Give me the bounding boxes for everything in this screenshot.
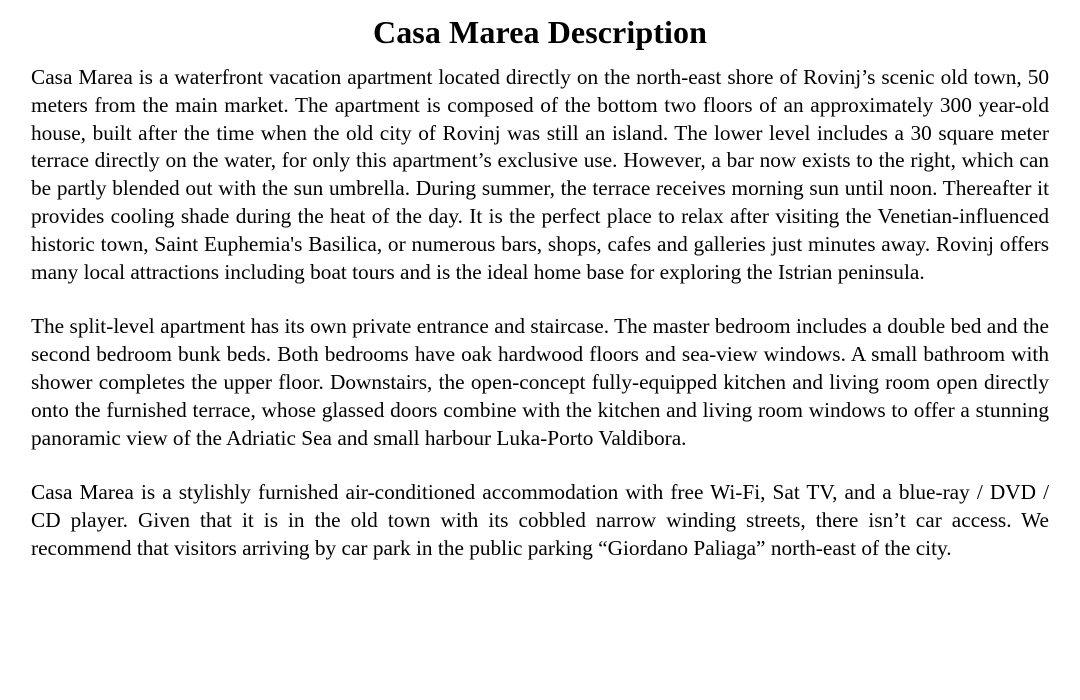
paragraph-layout: The split-level apartment has its own private entrance and staircase. The master bedroom includes a double bed and the second bedroom bunk beds. Both bedrooms have oak hardwood floors and sea-view windows. A small bathroom with shower completes the upper floor. Downstairs, the open-concept fully-equipped kitchen and living room open directly onto the furnished terrace, whose glassed doors combine with the kitchen and living room windows to offer a stunning panoramic view of the Adriatic Sea and small harbour Luka-Porto Valdibora. — [31, 314, 1049, 450]
paragraph-amenities: Casa Marea is a stylishly furnished air-conditioned accommodation with free Wi-Fi, Sat TV, and a blue-ray / DVD / CD player. Given that it is in the old town with its cobbled narrow winding streets, there isn’t car access. We recommend that visitors arriving by car park in the public parking “Giordano Paliaga” north-east of the city. — [31, 480, 1049, 560]
paragraph-overview: Casa Marea is a waterfront vacation apartment located directly on the north-east shore of Rovinj’s scenic old town, 50 meters from the main market. The apartment is composed of the bottom two floors of an approximately 300 year-old house, built after the time when the old city of Rovinj was still an island. The lower level includes a 30 square meter terrace directly on the water, for only this apartment’s exclusive use. However, a bar now exists to the right, which can be partly blended out with the sun umbrella. During summer, the terrace receives morning sun until noon. Thereafter it provides cooling shade during the heat of the day. It is the perfect place to relax after visiting the Venetian-influenced historic town, Saint Euphemia's Basilica, or numerous bars, shops, cafes and galleries just minutes away. Rovinj offers many local attractions including boat tours and is the ideal home base for exploring the Istrian peninsula. — [31, 65, 1049, 284]
document-title: Casa Marea Description — [373, 14, 707, 50]
